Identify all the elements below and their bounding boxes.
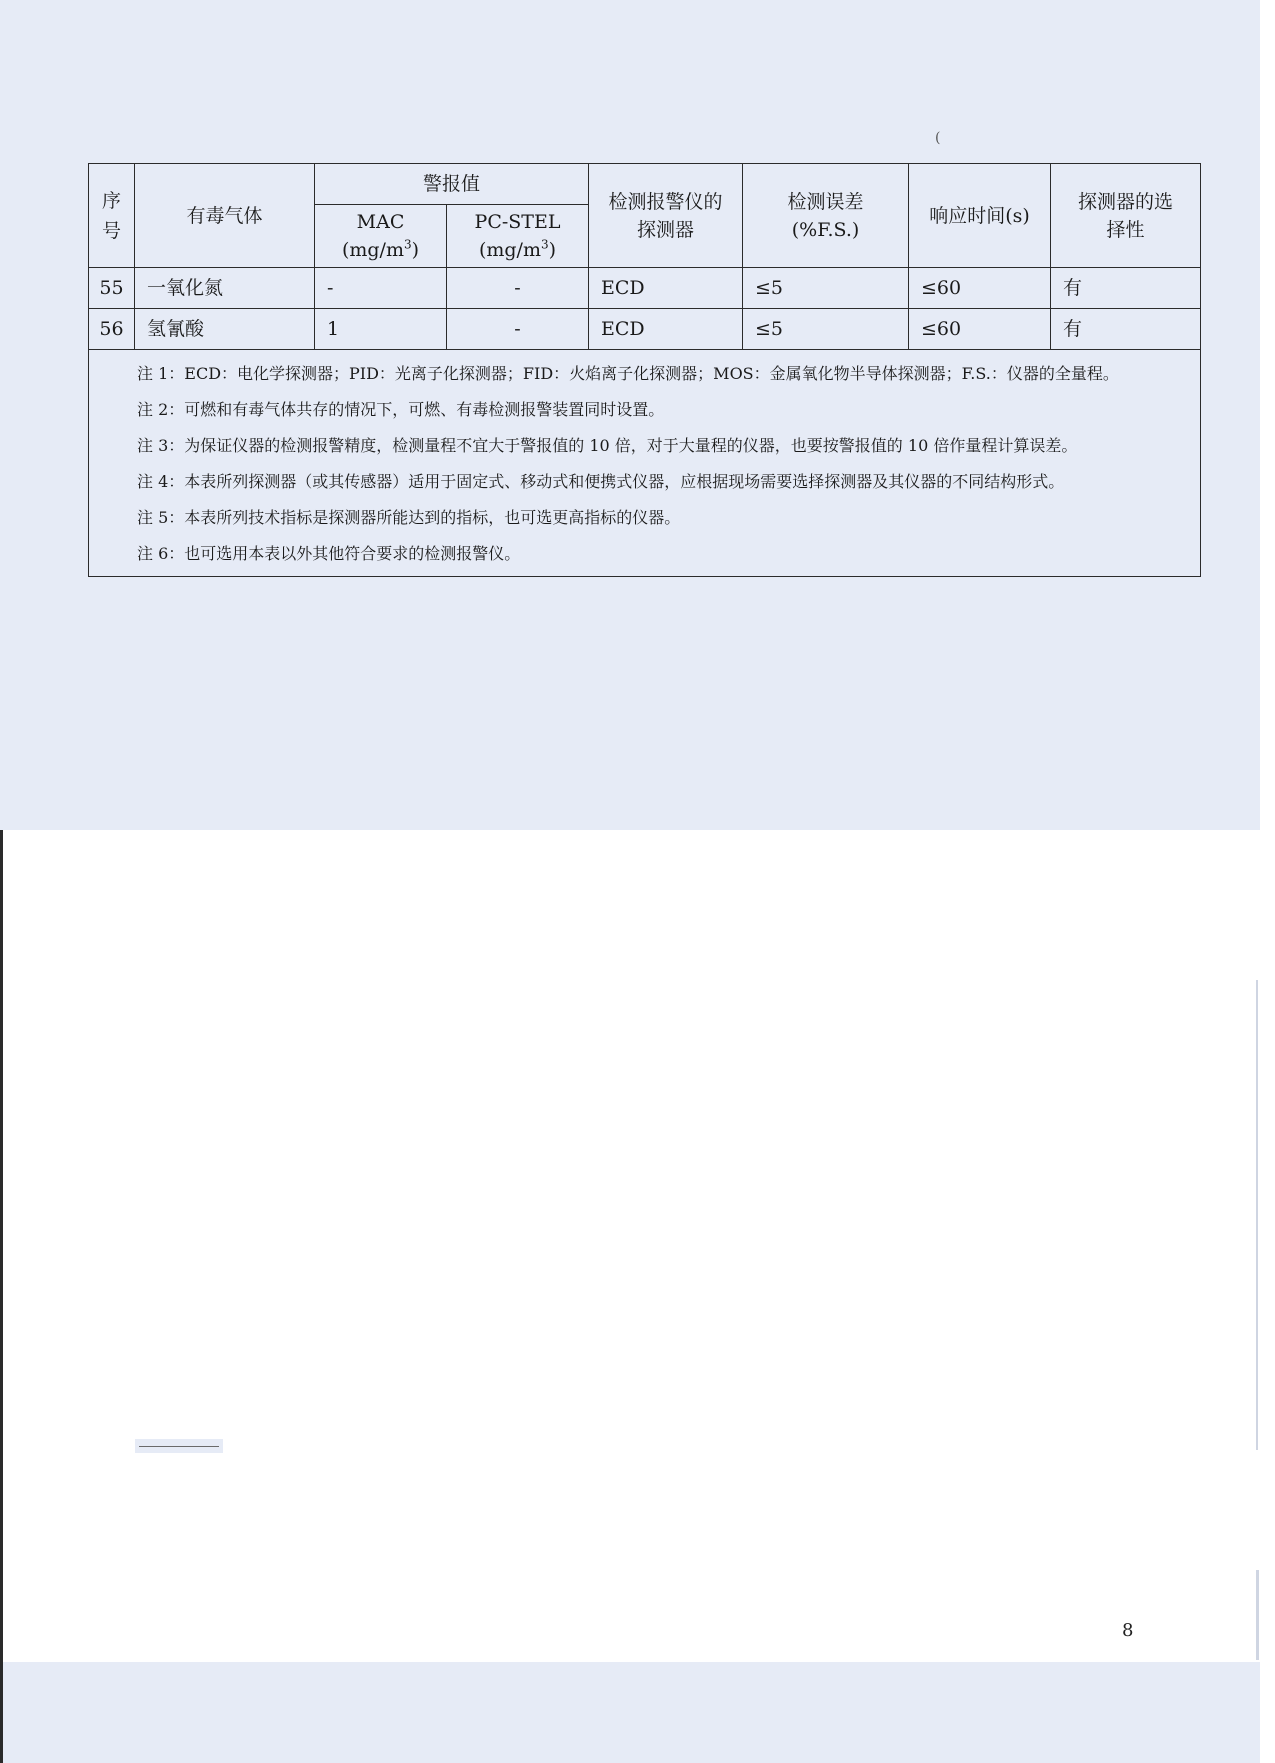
cell-mac: -: [315, 268, 447, 309]
scan-background-bottom: [0, 1662, 1260, 1763]
scan-edge-right-lower: [1256, 1570, 1259, 1660]
cell-selectivity: 有: [1051, 309, 1201, 350]
cell-seq: 56: [89, 309, 135, 350]
cell-response: ≤60: [909, 268, 1051, 309]
cell-detector: ECD: [589, 268, 743, 309]
footnote-separator: [135, 1439, 223, 1453]
note-5: 注 5：本表所列技术指标是探测器所能达到的指标，也可选更高指标的仪器。: [137, 508, 681, 527]
table-notes: [89, 350, 1201, 577]
toxic-gas-table: [88, 163, 1201, 577]
cell-mac: 1: [315, 309, 447, 350]
header-pc-stel: PC-STEL $(mg/m^3)$: [447, 205, 589, 268]
header-selectivity: 探测器的选择性: [1051, 164, 1201, 268]
note-6: 注 6：也可选用本表以外其他符合要求的检测报警仪。: [137, 544, 521, 563]
cell-gas: 一氧化氮: [135, 268, 315, 309]
scan-mark: (: [935, 130, 941, 146]
note-3: 注 3：为保证仪器的检测报警精度，检测量程不宜大于警报值的 10 倍，对于大量程的仪器，也要按警报值的 10 倍作量程计算误差。: [137, 436, 1078, 455]
header-gas: 有毒气体: [135, 164, 315, 268]
scan-edge-left: [0, 830, 3, 1763]
page-number: 8: [1122, 1620, 1134, 1641]
cell-selectivity: 有: [1051, 268, 1201, 309]
note-2: 注 2：可燃和有毒气体共存的情况下，可燃、有毒检测报警装置同时设置。: [137, 400, 665, 419]
header-response: 响应时间(s): [909, 164, 1051, 268]
header-detector: 检测报警仪的探测器: [589, 164, 743, 268]
cell-error: ≤5: [743, 268, 909, 309]
header-seq: 序号: [89, 164, 135, 268]
cell-response: ≤60: [909, 309, 1051, 350]
cell-seq: 55: [89, 268, 135, 309]
header-alarm-value: 警报值: [315, 164, 589, 205]
cell-detector: ECD: [589, 309, 743, 350]
cell-gas: 氢氰酸: [135, 309, 315, 350]
header-mac: MAC $(mg/m^3)$: [315, 205, 447, 268]
table-row: [89, 309, 1201, 350]
note-4: 注 4：本表所列探测器（或其传感器）适用于固定式、移动式和便携式仪器，应根据现场需要选择探测器及其仪器的不同结构形式。: [137, 472, 1065, 491]
header-error: 检测误差 (%F.S.): [743, 164, 909, 268]
scan-edge-right: [1256, 980, 1258, 1450]
table-row: [89, 268, 1201, 309]
note-1: 注 1：ECD：电化学探测器；PID：光离子化探测器；FID：火焰离子化探测器；MOS：金属氧化物半导体探测器；F.S.：仪器的全量程。: [137, 364, 1119, 383]
cell-pc-stel: -: [447, 309, 589, 350]
cell-pc-stel: -: [447, 268, 589, 309]
cell-error: ≤5: [743, 309, 909, 350]
